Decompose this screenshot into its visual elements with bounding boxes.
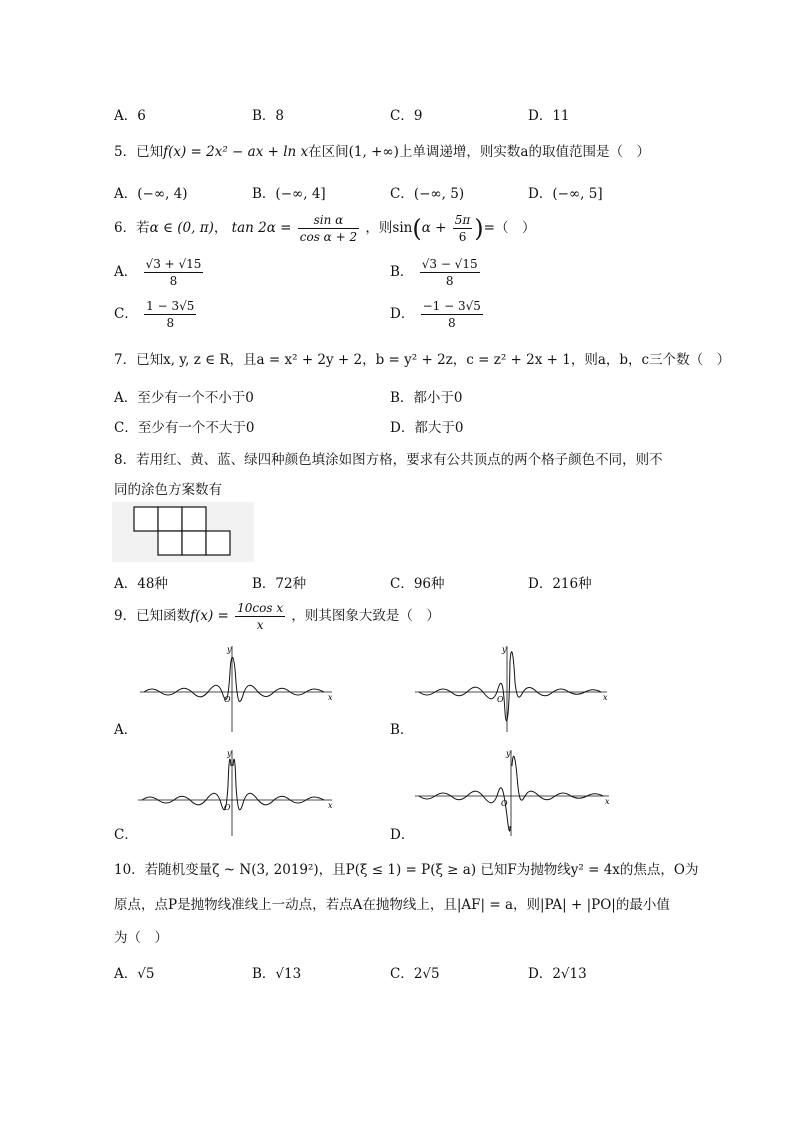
curve (142, 759, 324, 810)
q8-stem-line2: 同的涂色方案数有 (114, 482, 222, 498)
origin-label: O (224, 803, 231, 812)
q7-option-a: A．至少有一个不小于0 (114, 390, 254, 406)
q7-option-c: C．至少有一个不大于0 (114, 420, 255, 436)
q9-stem: 9．已知函数f(x) = $\frac{\text{10cos x}}{x}$ ，则其图象大致是（ ） (114, 601, 440, 632)
q8-option-a: A．48种 (114, 576, 168, 592)
q6-option-a: A． $\frac{√3 + √15}{8}$ (114, 257, 202, 288)
q10-option-c: C．2√5 (390, 966, 440, 982)
x-label: x (603, 693, 608, 702)
q8-grid-figure (112, 502, 254, 562)
origin-label: O (501, 799, 508, 808)
q4-option-b: B．8 (252, 108, 285, 124)
q6-option-c: C． $\frac{1 - 3√5}{8}$ (114, 299, 195, 330)
origin-label: O (224, 695, 231, 704)
q10-stem-line1: 10．若随机变量ζ ~ N(3, 2019²)，且P(ξ ≤ 1) = P(ξ ≥ a) 已知F为抛物线y² = 4x的焦点，O为 (114, 862, 699, 878)
x-label: x (328, 801, 333, 810)
q5-option-b: B．(−∞, 4] (252, 186, 326, 202)
q10-option-a: A．√5 (114, 966, 155, 982)
y-label: y (227, 645, 232, 654)
q5-stem: 5．已知f(x) = 2x² − ax + ln x在区间(1, +∞)上单调递增，则实数a的取值范围是（ ） (114, 144, 650, 160)
q9-option-a: A． (114, 722, 138, 738)
y-label: y (506, 749, 511, 758)
q9-graph-d (415, 746, 615, 838)
q9-graph-c (138, 746, 338, 838)
curve (419, 652, 601, 721)
q7-option-b: B．都小于0 (390, 390, 463, 406)
q10-stem-line3: 为（ ） (114, 930, 168, 946)
q4-option-d: D．11 (528, 108, 570, 124)
q6-option-b: B． $\frac{√3 - √15}{8}$ (390, 257, 478, 288)
q5-option-d: D．(−∞, 5] (528, 186, 603, 202)
q8-option-b: B．72种 (252, 576, 307, 592)
q6-option-d: D． $\frac{-1 - 3√5}{8}$ (390, 299, 481, 330)
q9-graph-a (140, 642, 340, 734)
q10-stem-line2: 原点，点P是抛物线准线上一动点，若点A在抛物线上，且|AF| = a，则|PA| + |PO|的最小值 (114, 897, 670, 913)
q8-option-d: D．216种 (528, 576, 592, 592)
q5-option-a: A．(−∞, 4) (114, 186, 188, 202)
y-label: y (502, 645, 507, 654)
q6-stem: 6．若α ∈ (0, π)， tan 2α = $\frac{\text{sin α}}{\text{cos α + 2}}$ ，则sin(α + $\frac{5\pi}{6}$ )=（ ） (114, 213, 536, 244)
y-label: y (227, 749, 232, 758)
x-label: x (328, 693, 333, 702)
q4-option-c: C．9 (390, 108, 423, 124)
curve (144, 657, 324, 701)
origin-label: O (497, 695, 504, 704)
q7-option-d: D．都大于0 (390, 420, 464, 436)
q8-option-c: C．96种 (390, 576, 445, 592)
q8-stem-line1: 8．若用红、黄、蓝、绿四种颜色填涂如图方格，要求有公共顶点的两个格子颜色不同，则不 (114, 452, 663, 468)
q9-option-c: C． (114, 827, 138, 843)
x-label: x (605, 797, 610, 806)
q5-option-c: C．(−∞, 5) (390, 186, 465, 202)
q9-option-b: B． (390, 722, 414, 738)
q10-option-b: B．√13 (252, 966, 302, 982)
q9-option-d: D． (390, 827, 415, 843)
q7-stem: 7．已知x, y, z ∈ R，且a = x² + 2y + 2，b = y² + 2z，c = z² + 2x + 1，则a，b，c三个数（ ） (114, 352, 731, 368)
q10-option-d: D．2√13 (528, 966, 587, 982)
q4-option-a: A．6 (114, 108, 146, 124)
q9-graph-b (415, 642, 615, 734)
